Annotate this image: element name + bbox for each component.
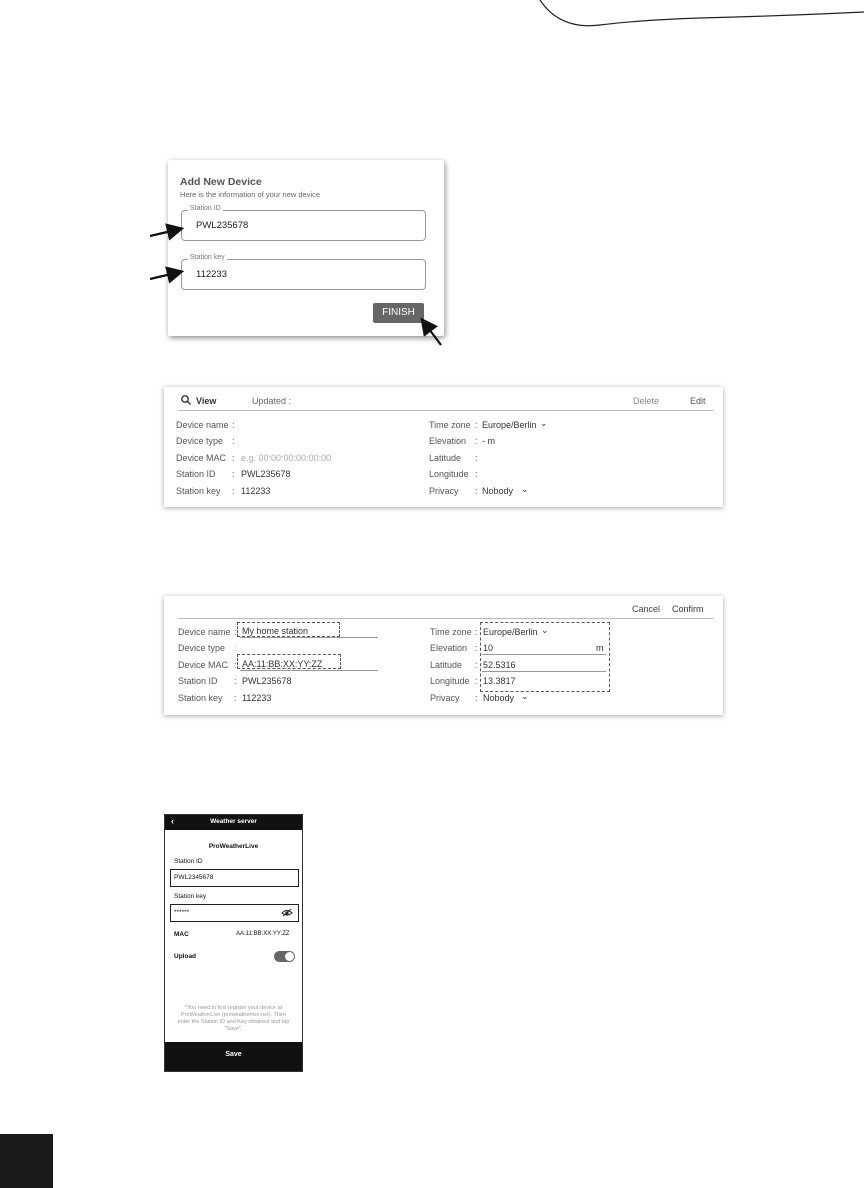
- input-underline: [482, 671, 606, 672]
- elevation-value: - m: [482, 436, 495, 446]
- station-key-label: Station key: [190, 254, 225, 261]
- device-type-label: Device type: [178, 643, 226, 653]
- station-id-label: Station ID: [190, 205, 221, 212]
- phone-station-id-value: PWL2345678: [174, 874, 214, 881]
- elevation-input[interactable]: 10: [483, 643, 494, 653]
- colon: :: [232, 420, 235, 430]
- eye-slash-icon[interactable]: [281, 908, 293, 917]
- colon: :: [475, 676, 478, 686]
- colon: :: [475, 660, 478, 670]
- view-tab[interactable]: View: [196, 396, 217, 406]
- upload-label: Upload: [174, 953, 197, 960]
- service-name: ProWeatherLive: [208, 843, 259, 850]
- panel1-arrows: [0, 0, 864, 400]
- station-id-value: PWL235678: [241, 469, 291, 479]
- latitude-label: Latitude: [430, 660, 463, 670]
- back-icon[interactable]: ‹: [171, 816, 174, 826]
- input-underline: [482, 654, 606, 655]
- latitude-input[interactable]: 52.5316: [483, 660, 516, 670]
- device-mac-placeholder: e.g. 00:00:00:00:00:00: [241, 453, 332, 463]
- colon: :: [475, 486, 478, 496]
- header-divider: [178, 410, 713, 411]
- input-underline: [240, 637, 378, 638]
- station-key-value: 112233: [242, 693, 272, 703]
- phone-station-key-input[interactable]: [170, 904, 299, 922]
- station-key-value: 112233: [196, 269, 227, 280]
- station-id-value: PWL235678: [242, 676, 292, 686]
- chevron-down-icon: ⌄: [541, 625, 549, 635]
- station-id-value: PWL235678: [196, 220, 249, 231]
- privacy-select[interactable]: Nobody: [483, 693, 515, 703]
- updated-label: Updated :: [252, 396, 292, 406]
- colon: :: [475, 627, 478, 637]
- colon: :: [475, 420, 478, 430]
- station-key-value: 112233: [241, 486, 271, 496]
- privacy-label: Privacy: [429, 486, 459, 496]
- colon: :: [234, 676, 237, 686]
- device-name-label: Device name: [178, 627, 231, 637]
- page-tab-marker: [0, 1134, 53, 1188]
- dialog-subtitle: Here is the information of your new device: [180, 190, 321, 199]
- colon: :: [475, 693, 478, 703]
- phone-weather-server-screen: [164, 814, 303, 1072]
- colon: :: [234, 643, 237, 653]
- latitude-label: Latitude: [429, 453, 462, 463]
- time-zone-value[interactable]: Europe/Berlin: [482, 420, 537, 430]
- station-key-label: Station key: [178, 693, 223, 703]
- colon: :: [232, 453, 235, 463]
- station-id-label: Station ID: [178, 676, 218, 686]
- colon: :: [475, 453, 478, 463]
- save-button[interactable]: Save: [225, 1051, 242, 1058]
- device-mac-label: Device MAC: [176, 453, 227, 463]
- station-id-label: Station ID: [176, 469, 216, 479]
- phone-header: [165, 815, 302, 830]
- privacy-label: Privacy: [430, 693, 460, 703]
- device-mac-label: Device MAC: [178, 660, 229, 670]
- arrow-icon: [150, 229, 180, 236]
- finish-button[interactable]: FINISH: [373, 303, 424, 323]
- station-key-label: Station key: [176, 486, 221, 496]
- edit-button[interactable]: Edit: [690, 396, 706, 406]
- longitude-input[interactable]: 13.3817: [483, 676, 516, 686]
- arrow-icon: [423, 321, 441, 345]
- longitude-label: Longitude: [429, 469, 469, 479]
- colon: :: [232, 436, 235, 446]
- mac-value: AA:11:BB:XX:YY:ZZ: [236, 931, 290, 937]
- colon: :: [475, 643, 478, 653]
- input-underline: [240, 670, 378, 671]
- view-device-panel: [164, 387, 723, 507]
- cancel-button[interactable]: Cancel: [632, 604, 661, 614]
- privacy-value[interactable]: Nobody: [482, 486, 514, 496]
- longitude-label: Longitude: [430, 676, 470, 686]
- colon: :: [232, 469, 235, 479]
- elevation-label: Elevation: [429, 436, 467, 446]
- mac-label: MAC: [174, 931, 189, 938]
- toggle-knob: [285, 952, 294, 961]
- arrow-icon: [150, 272, 180, 279]
- confirm-button[interactable]: Confirm: [672, 604, 704, 614]
- colon: :: [234, 627, 237, 637]
- elevation-unit: m: [596, 643, 604, 653]
- save-bar[interactable]: [165, 1042, 302, 1071]
- phone-station-key-label: Station key: [174, 893, 207, 900]
- device-name-input[interactable]: My home station: [242, 626, 309, 636]
- device-type-label: Device type: [176, 436, 224, 446]
- edit-device-panel: [164, 596, 723, 715]
- phone-header-title: Weather server: [210, 818, 257, 825]
- chevron-down-icon: ⌄: [540, 418, 548, 428]
- upload-toggle[interactable]: [274, 951, 295, 962]
- phone-station-id-label: Station ID: [174, 858, 203, 865]
- phone-station-key-value: ******: [174, 909, 190, 916]
- chevron-down-icon: ⌄: [521, 484, 529, 494]
- delete-button[interactable]: Delete: [633, 396, 660, 406]
- header-divider: [178, 618, 713, 619]
- device-name-label: Device name: [176, 420, 229, 430]
- elevation-label: Elevation: [430, 643, 468, 653]
- colon: :: [475, 469, 478, 479]
- colon: :: [234, 693, 237, 703]
- registration-note: *You need to first register your device at ProWeatherLive (proweatherlive.net). Then enter the Station ID and Key obtained and tap "Save".: [177, 1005, 290, 1032]
- colon: :: [234, 660, 237, 670]
- time-zone-label: Time zone: [430, 627, 472, 637]
- search-icon: [181, 395, 191, 405]
- time-zone-label: Time zone: [429, 420, 471, 430]
- chevron-down-icon: ⌄: [521, 691, 529, 701]
- time-zone-select[interactable]: Europe/Berlin: [483, 627, 538, 637]
- phone-station-id-input[interactable]: [170, 869, 299, 887]
- dialog-title: Add New Device: [180, 176, 262, 188]
- colon: :: [232, 486, 235, 496]
- device-mac-input[interactable]: AA:11:BB:XX:YY:ZZ: [242, 659, 323, 669]
- colon: :: [475, 436, 478, 446]
